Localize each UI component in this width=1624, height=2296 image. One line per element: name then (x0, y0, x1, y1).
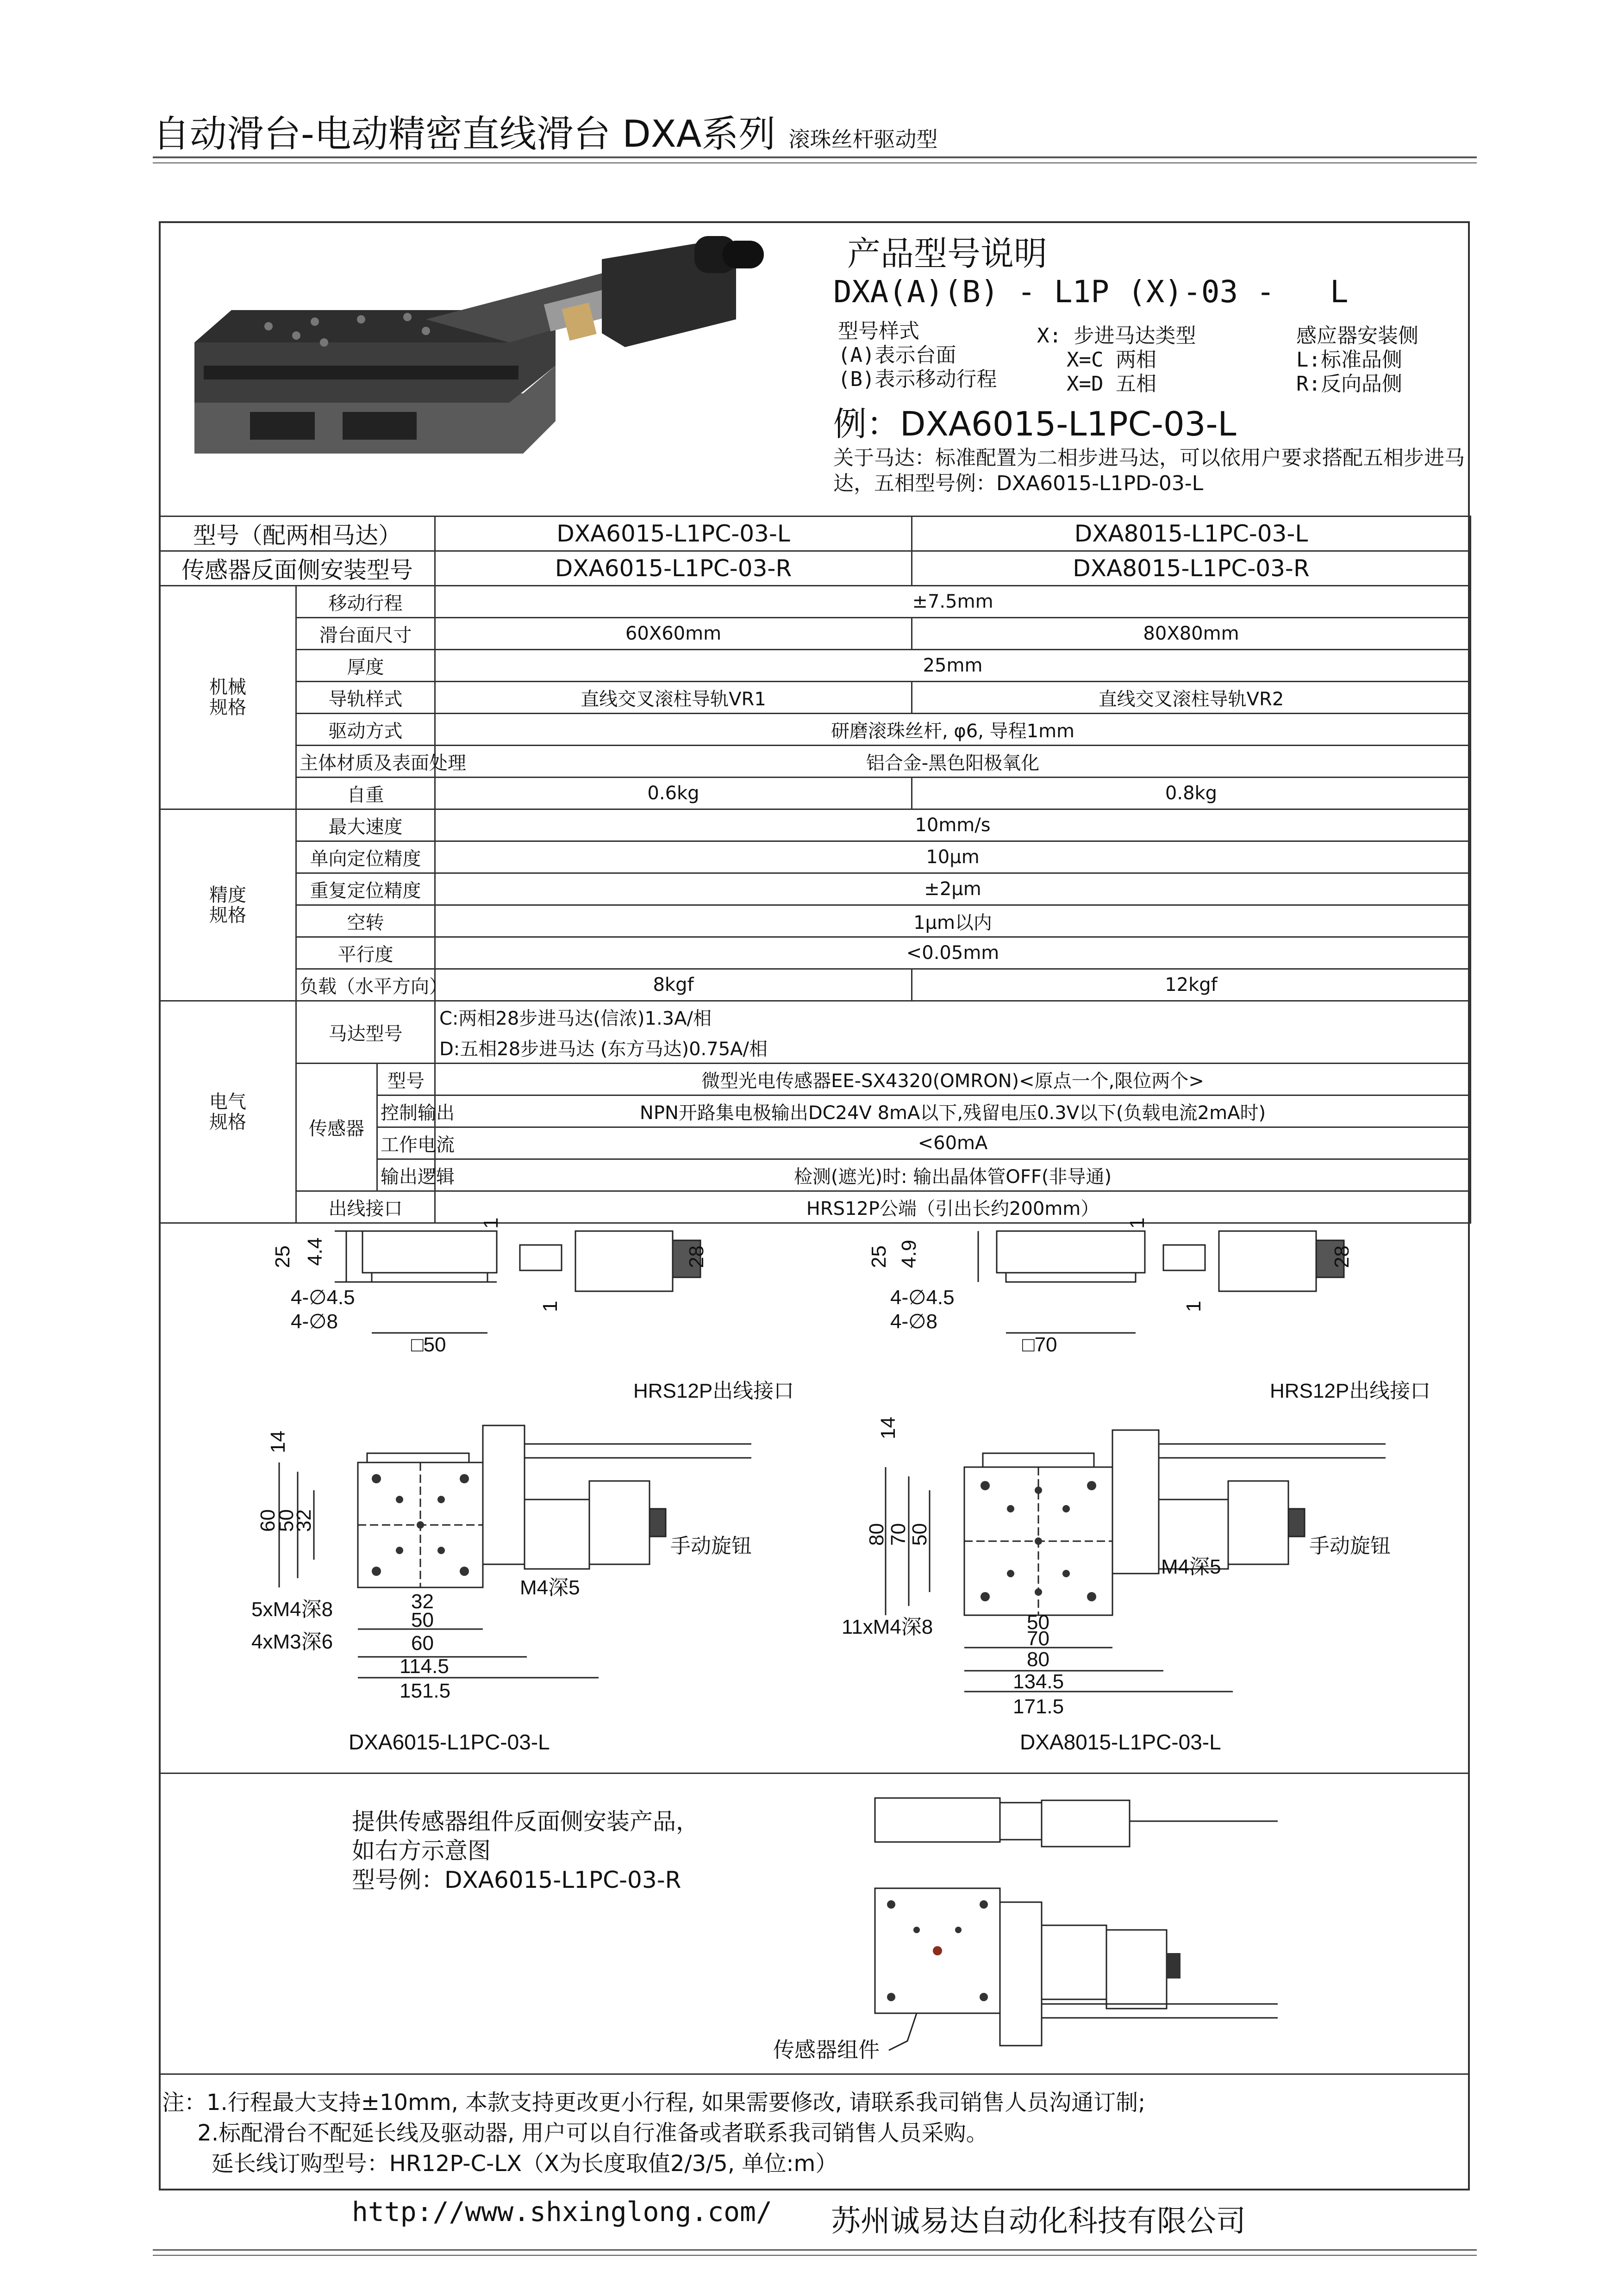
cell-shared: 25mm (435, 650, 1471, 682)
dim-text: 50 (411, 1609, 434, 1631)
footer-rule (153, 2249, 1477, 2251)
table-row (160, 586, 1471, 618)
table-row (160, 551, 1471, 586)
legend-line: 型号样式 (838, 319, 919, 343)
left-side-body (362, 1231, 497, 1273)
cell-shared: 10mm/s (435, 809, 1471, 841)
dim-text: 4.9 (898, 1239, 920, 1268)
dim-text: 1 (480, 1217, 502, 1229)
cell-shared: <0.05mm (435, 937, 1471, 969)
callout-connector: HRS12P出线接口 (1270, 1380, 1431, 1402)
callout-connector: HRS12P出线接口 (633, 1380, 794, 1402)
cell-shared: 检测(遮光)时: 输出晶体管OFF(非导通) (435, 1159, 1471, 1191)
dim-text: 25 (271, 1245, 294, 1268)
model-code-template: DXA(A)(B) - L1P (X)-03 - L (833, 274, 1349, 310)
company-name: 苏州诚易达自动化科技有限公司 (831, 2204, 1246, 2239)
row-label: 传感器反面侧安装型号 (160, 551, 435, 586)
callout-holes: 4xM3深6 (251, 1630, 333, 1653)
cell-shared: 10μm (435, 841, 1471, 873)
reverse-line: 型号例：DXA6015-L1PC-03-R (352, 1867, 681, 1893)
table-row (160, 682, 1471, 714)
row-label: 出线接口 (296, 1191, 435, 1223)
table-row (160, 873, 1471, 905)
row-label: 型号 (377, 1064, 435, 1095)
callout-sensor-assembly: 传感器组件 (773, 2038, 880, 2062)
cell-8015: 80X80mm (912, 618, 1471, 650)
group-electrical: 电气 规格 (160, 1001, 296, 1223)
table-row (160, 937, 1471, 969)
dim-text: 4-∅8 (291, 1310, 338, 1333)
dim-text: 25 (868, 1245, 890, 1268)
cell-shared: <60mA (435, 1127, 1471, 1159)
dim-text: 32 (293, 1509, 315, 1532)
dim-text: 32 (411, 1590, 434, 1613)
spec-table (159, 516, 1471, 1224)
table-row (160, 1001, 1471, 1033)
table-row (160, 714, 1471, 746)
group-mechanical: 机械 规格 (160, 586, 296, 809)
product-photo (167, 227, 815, 504)
dim-text: 14 (267, 1431, 289, 1453)
table-row (160, 746, 1471, 778)
cell-shared: 铝合金-黑色阳极氧化 (435, 746, 1471, 778)
legend-line: (B)表示移动行程 (838, 367, 997, 391)
cell-8015: 0.8kg (912, 778, 1471, 809)
dim-text: 70 (887, 1523, 910, 1546)
row-label: 空转 (296, 905, 435, 937)
callout-holes: 5xM4深8 (251, 1598, 333, 1621)
cell-shared: ±7.5mm (435, 586, 1471, 618)
dim-text: 60 (256, 1509, 279, 1532)
reverse-mount-text (352, 1807, 699, 1895)
cell-6015: 8kgf (435, 969, 912, 1001)
legend-line: X: 步进马达类型 (1037, 324, 1196, 348)
cell-shared: 1μm以内 (435, 905, 1471, 937)
legend-line: X=D 五相 (1067, 372, 1156, 396)
row-label: 输出逻辑 (377, 1159, 435, 1191)
cell-6015: DXA6015-L1PC-03-R (435, 551, 912, 586)
callout-knob: 手动旋钮 (670, 1535, 752, 1557)
table-row (160, 905, 1471, 937)
dim-text: 4-∅8 (890, 1310, 937, 1333)
legend-line: L:标准品侧 (1296, 348, 1402, 372)
row-label: 马达型号 (296, 1001, 435, 1064)
drawing-caption-right: DXA8015-L1PC-03-L (1020, 1730, 1221, 1754)
dim-text: 114.5 (400, 1655, 449, 1678)
model-legend-motor (1037, 324, 1196, 396)
model-legend-style (838, 319, 997, 392)
dim-text: □50 (411, 1333, 446, 1356)
callout-m4: M4深5 (520, 1576, 580, 1599)
dim-text: 1 (539, 1300, 562, 1312)
motor-note: 关于马达：标准配置为二相步进马达，可以依用户要求搭配五相步进马达，五相型号例：DXA6015-L1PD-03-L (833, 446, 1465, 495)
cell-6015: 0.6kg (435, 778, 912, 809)
legend-line: 感应器安装侧 (1296, 324, 1418, 348)
cell-shared: 微型光电传感器EE-SX4320(OMRON)<原点一个,限位两个> (435, 1064, 1471, 1095)
dim-text: 134.5 (1013, 1670, 1064, 1693)
row-label: 滑台面尺寸 (296, 618, 435, 650)
title-subtitle: 滚珠丝杆驱动型 (788, 127, 938, 152)
cell-shared: HRS12P公端（引出长约200mm） (435, 1191, 1471, 1223)
dim-text: 1 (1126, 1217, 1149, 1229)
cell-8015: 直线交叉滚柱导轨VR2 (912, 682, 1471, 714)
legend-line: X=C 两相 (1067, 348, 1156, 372)
cell-shared: 研磨滚珠丝杆, φ6, 导程1mm (435, 714, 1471, 746)
dim-text: 60 (411, 1632, 434, 1655)
legend-line: (A)表示台面 (838, 343, 956, 367)
row-label: 导轨样式 (296, 682, 435, 714)
dim-text: 4-∅4.5 (890, 1286, 955, 1309)
cell-shared: NPN开路集电极输出DC24V 8mA以下,残留电压0.3V以下(负载电流2mA时) (435, 1095, 1471, 1127)
group-precision: 精度 规格 (160, 809, 296, 1001)
section-divider (159, 2073, 1470, 2075)
row-label: 工作电流 (377, 1127, 435, 1159)
stage-body-illustration (194, 236, 764, 454)
row-label: 平行度 (296, 937, 435, 969)
callout-holes: 11xM4深8 (842, 1616, 933, 1638)
motor-value: C:两相28步进马达(信浓)1.3A/相 (435, 1001, 1471, 1033)
section-divider (159, 1773, 1470, 1774)
table-row (160, 841, 1471, 873)
cell-shared: ±2μm (435, 873, 1471, 905)
row-label: 型号（配两相马达） (160, 516, 435, 551)
dim-text: 70 (1027, 1627, 1049, 1650)
table-row (160, 650, 1471, 682)
model-legend-sensor (1296, 324, 1418, 396)
table-row (160, 618, 1471, 650)
table-row (160, 516, 1471, 551)
row-label: 最大速度 (296, 809, 435, 841)
dim-text: 1 (1182, 1300, 1205, 1312)
table-row (160, 809, 1471, 841)
table-row (160, 969, 1471, 1001)
row-label: 移动行程 (296, 586, 435, 618)
title-main: 自动滑台-电动精密直线滑台 DXA系列 (153, 112, 776, 156)
table-row (160, 778, 1471, 809)
dim-text: 171.5 (1013, 1695, 1064, 1718)
dim-text: 28 (1330, 1245, 1353, 1268)
row-label: 单向定位精度 (296, 841, 435, 873)
row-label: 厚度 (296, 650, 435, 682)
header-rule-thin (153, 162, 1477, 163)
row-label: 控制输出 (377, 1095, 435, 1127)
row-label: 主体材质及表面处理 (296, 746, 435, 778)
dim-text: 14 (877, 1417, 899, 1439)
reverse-line: 如右方示意图 (352, 1837, 491, 1864)
dim-text: 4.4 (304, 1237, 326, 1266)
model-info-title: 产品型号说明 (847, 234, 1048, 273)
dim-text: 80 (1027, 1648, 1049, 1671)
cell-6015: DXA6015-L1PC-03-L (435, 516, 912, 551)
header-rule (153, 156, 1477, 158)
technical-drawings (159, 1213, 1470, 1763)
reverse-mount-drawing (768, 1791, 1338, 2069)
row-label: 驱动方式 (296, 714, 435, 746)
row-label: 自重 (296, 778, 435, 809)
cell-8015: 12kgf (912, 969, 1471, 1001)
dim-text: 151.5 (400, 1680, 451, 1702)
cell-8015: DXA8015-L1PC-03-R (912, 551, 1471, 586)
dim-text: 50 (1027, 1611, 1049, 1634)
row-label: 重复定位精度 (296, 873, 435, 905)
row-label: 负载（水平方向） (296, 969, 435, 1001)
callout-m4: M4深5 (1161, 1556, 1221, 1578)
cell-6015: 60X60mm (435, 618, 912, 650)
dim-text: 50 (275, 1509, 298, 1532)
callout-knob: 手动旋钮 (1309, 1535, 1391, 1557)
page-title (153, 104, 937, 157)
footer-rule-thin (153, 2255, 1477, 2256)
dim-text: 80 (865, 1523, 888, 1546)
dim-text: 50 (908, 1523, 931, 1546)
dim-text: □70 (1022, 1333, 1057, 1356)
cell-8015: DXA8015-L1PC-03-L (912, 516, 1471, 551)
legend-line: R:反向品侧 (1296, 372, 1402, 396)
row-label-sensor: 传感器 (296, 1064, 377, 1191)
drawing-caption-left: DXA6015-L1PC-03-L (349, 1730, 550, 1754)
dim-text: 4-∅4.5 (291, 1286, 355, 1309)
cell-6015: 直线交叉滚柱导轨VR1 (435, 682, 912, 714)
website-link[interactable]: http://www.shxinglong.com/ (352, 2196, 772, 2228)
motor-value: D:五相28步进马达 (东方马达)0.75A/相 (435, 1032, 1471, 1064)
footnotes: 注：1.行程最大支持±10mm, 本款支持更改更小行程, 如果需要修改, 请联系我司销售人员沟通订制; 2.标配滑台不配延长线及驱动器, 用户可以自行准备或者联系我司销售人员采购。 延长线订购型号：HR12P-C-LX（X为长度取值2/3/5, 单位:m） (162, 2090, 1146, 2177)
table-row (160, 1064, 1471, 1095)
model-example: 例：DXA6015-L1PC-03-L (833, 404, 1237, 443)
dim-text: 28 (685, 1245, 708, 1268)
reverse-line: 提供传感器组件反面侧安装产品， (352, 1808, 699, 1835)
